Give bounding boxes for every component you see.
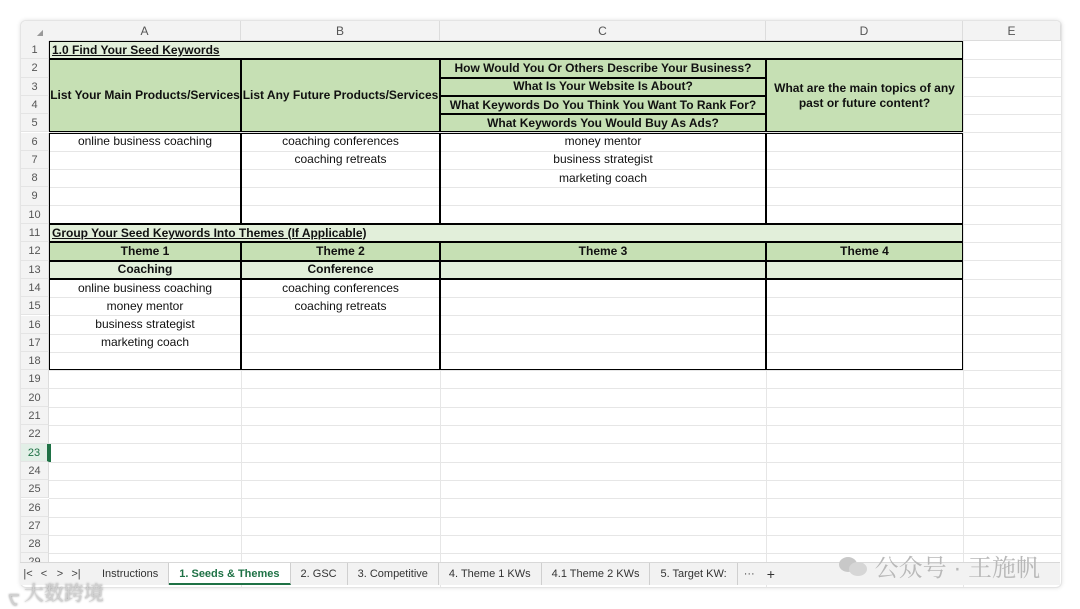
row-header[interactable]: 11 bbox=[21, 224, 49, 242]
row-header[interactable]: 10 bbox=[21, 206, 49, 224]
row-header[interactable]: 8 bbox=[21, 169, 49, 187]
theme2-keyword[interactable]: coaching conferences bbox=[282, 280, 399, 295]
row-header-active[interactable]: 23 bbox=[21, 444, 49, 462]
row-header[interactable]: 14 bbox=[21, 279, 49, 297]
wechat-icon bbox=[839, 555, 869, 577]
border-box bbox=[766, 279, 963, 371]
gridline bbox=[49, 480, 1061, 481]
gridline bbox=[963, 41, 964, 587]
tab-instructions[interactable]: Instructions bbox=[84, 563, 169, 585]
header-ad-keywords[interactable]: What Keywords You Would Buy As Ads? bbox=[440, 114, 766, 132]
row-header[interactable]: 12 bbox=[21, 242, 49, 260]
gridline bbox=[49, 407, 1061, 408]
select-all-icon: ◢ bbox=[36, 28, 43, 37]
brand-watermark bbox=[8, 574, 104, 609]
row-header[interactable]: 19 bbox=[21, 370, 49, 388]
cell-future-product[interactable]: coaching retreats bbox=[294, 152, 387, 167]
row-header[interactable]: 7 bbox=[21, 151, 49, 169]
header-rank-keywords[interactable]: What Keywords Do You Think You Want To Rank For? bbox=[440, 96, 766, 114]
row-header[interactable]: 3 bbox=[21, 78, 49, 96]
row-header[interactable]: 2 bbox=[21, 59, 49, 77]
row-header[interactable]: 17 bbox=[21, 334, 49, 352]
gridline bbox=[49, 443, 1061, 444]
header-future-products[interactable]: List Any Future Products/Services bbox=[241, 59, 440, 132]
gridline bbox=[49, 462, 1061, 463]
gridline bbox=[49, 425, 1061, 426]
cell-keyword[interactable]: money mentor bbox=[564, 134, 642, 149]
theme-name[interactable] bbox=[766, 261, 963, 279]
active-cell-indicator bbox=[49, 444, 241, 462]
more-sheets-icon[interactable]: ··· bbox=[743, 568, 755, 580]
theme1-keyword[interactable]: online business coaching bbox=[77, 280, 213, 295]
header-content-topics[interactable]: What are the main topics of any past or future content? bbox=[766, 59, 963, 132]
gridline bbox=[49, 388, 1061, 389]
theme1-keyword[interactable]: money mentor bbox=[106, 298, 184, 313]
column-header-b[interactable]: B bbox=[241, 21, 440, 41]
theme-header[interactable]: Theme 4 bbox=[766, 242, 963, 260]
theme1-keyword[interactable]: business strategist bbox=[95, 317, 195, 332]
tab-theme1-kws[interactable]: 4. Theme 1 KWs bbox=[439, 563, 542, 585]
theme-header[interactable]: Theme 3 bbox=[440, 242, 766, 260]
add-sheet-button[interactable]: + bbox=[766, 566, 775, 582]
tab-competitive[interactable]: 3. Competitive bbox=[348, 563, 439, 585]
theme-header[interactable]: Theme 2 bbox=[241, 242, 440, 260]
theme-name[interactable]: Conference bbox=[241, 261, 440, 279]
gridline bbox=[49, 370, 1061, 371]
prev-sheet-button[interactable]: < bbox=[40, 568, 48, 580]
column-header-d[interactable]: D bbox=[766, 21, 963, 41]
column-header-c[interactable]: C bbox=[440, 21, 766, 41]
brand-text: 大数跨境 bbox=[23, 583, 104, 605]
row-header[interactable]: 25 bbox=[21, 480, 49, 498]
first-sheet-button[interactable]: |< bbox=[23, 568, 33, 580]
theme-header[interactable]: Theme 1 bbox=[49, 242, 241, 260]
row-header[interactable]: 21 bbox=[21, 407, 49, 425]
column-header-a[interactable]: A bbox=[49, 21, 241, 41]
header-website-about[interactable]: What Is Your Website Is About? bbox=[440, 78, 766, 96]
tab-target-kws[interactable]: 5. Target KW: bbox=[650, 563, 737, 585]
wechat-watermark bbox=[839, 548, 1040, 583]
row-header[interactable]: 5 bbox=[21, 114, 49, 132]
gridline bbox=[49, 205, 1061, 206]
row-header[interactable]: 16 bbox=[21, 316, 49, 334]
border-box bbox=[766, 133, 963, 225]
theme-name[interactable]: Coaching bbox=[49, 261, 241, 279]
row-header[interactable]: 4 bbox=[21, 96, 49, 114]
row-header[interactable]: 20 bbox=[21, 389, 49, 407]
gridline bbox=[49, 498, 1061, 499]
cell-future-product[interactable]: coaching conferences bbox=[282, 134, 399, 149]
row-header[interactable]: 27 bbox=[21, 517, 49, 535]
gridline bbox=[49, 535, 1061, 536]
section2-title[interactable]: Group Your Seed Keywords Into Themes (If Applicable) bbox=[49, 224, 963, 242]
tab-theme2-kws[interactable]: 4.1 Theme 2 KWs bbox=[542, 563, 651, 585]
theme2-keyword[interactable]: coaching retreats bbox=[294, 298, 387, 313]
spreadsheet-sheet bbox=[20, 20, 1062, 588]
cell-main-product[interactable]: online business coaching bbox=[77, 134, 213, 149]
column-header-e[interactable]: E bbox=[963, 21, 1061, 41]
watermark-text: 公众号 · 王施帆 bbox=[874, 555, 1040, 582]
row-header[interactable]: 22 bbox=[21, 425, 49, 443]
cell-keyword[interactable]: business strategist bbox=[553, 152, 653, 167]
row-header[interactable]: 18 bbox=[21, 352, 49, 370]
cell-keyword[interactable]: marketing coach bbox=[558, 170, 648, 185]
select-all-corner[interactable] bbox=[21, 21, 50, 42]
header-describe-business[interactable]: How Would You Or Others Describe Your Business? bbox=[440, 59, 766, 77]
gridline bbox=[49, 517, 1061, 518]
row-header[interactable]: 6 bbox=[21, 133, 49, 151]
row-header[interactable]: 26 bbox=[21, 499, 49, 517]
tab-gsc[interactable]: 2. GSC bbox=[291, 563, 348, 585]
row-header[interactable]: 1 bbox=[21, 41, 49, 59]
theme1-keyword[interactable]: marketing coach bbox=[100, 335, 190, 350]
gridline bbox=[1061, 41, 1062, 587]
header-main-products[interactable]: List Your Main Products/Services bbox=[49, 59, 241, 132]
border-box bbox=[440, 279, 766, 371]
theme-name[interactable] bbox=[440, 261, 766, 279]
last-sheet-button[interactable]: >| bbox=[71, 568, 81, 580]
row-header[interactable]: 9 bbox=[21, 187, 49, 205]
brand-logo-icon: ᠸ bbox=[8, 586, 20, 608]
tab-seeds-themes[interactable]: 1. Seeds & Themes bbox=[169, 563, 290, 585]
row-header[interactable]: 28 bbox=[21, 535, 49, 553]
row-header[interactable]: 24 bbox=[21, 462, 49, 480]
row-header[interactable]: 15 bbox=[21, 297, 49, 315]
row-header[interactable]: 13 bbox=[21, 261, 49, 279]
next-sheet-button[interactable]: > bbox=[56, 568, 64, 580]
section1-title[interactable]: 1.0 Find Your Seed Keywords bbox=[49, 41, 963, 59]
